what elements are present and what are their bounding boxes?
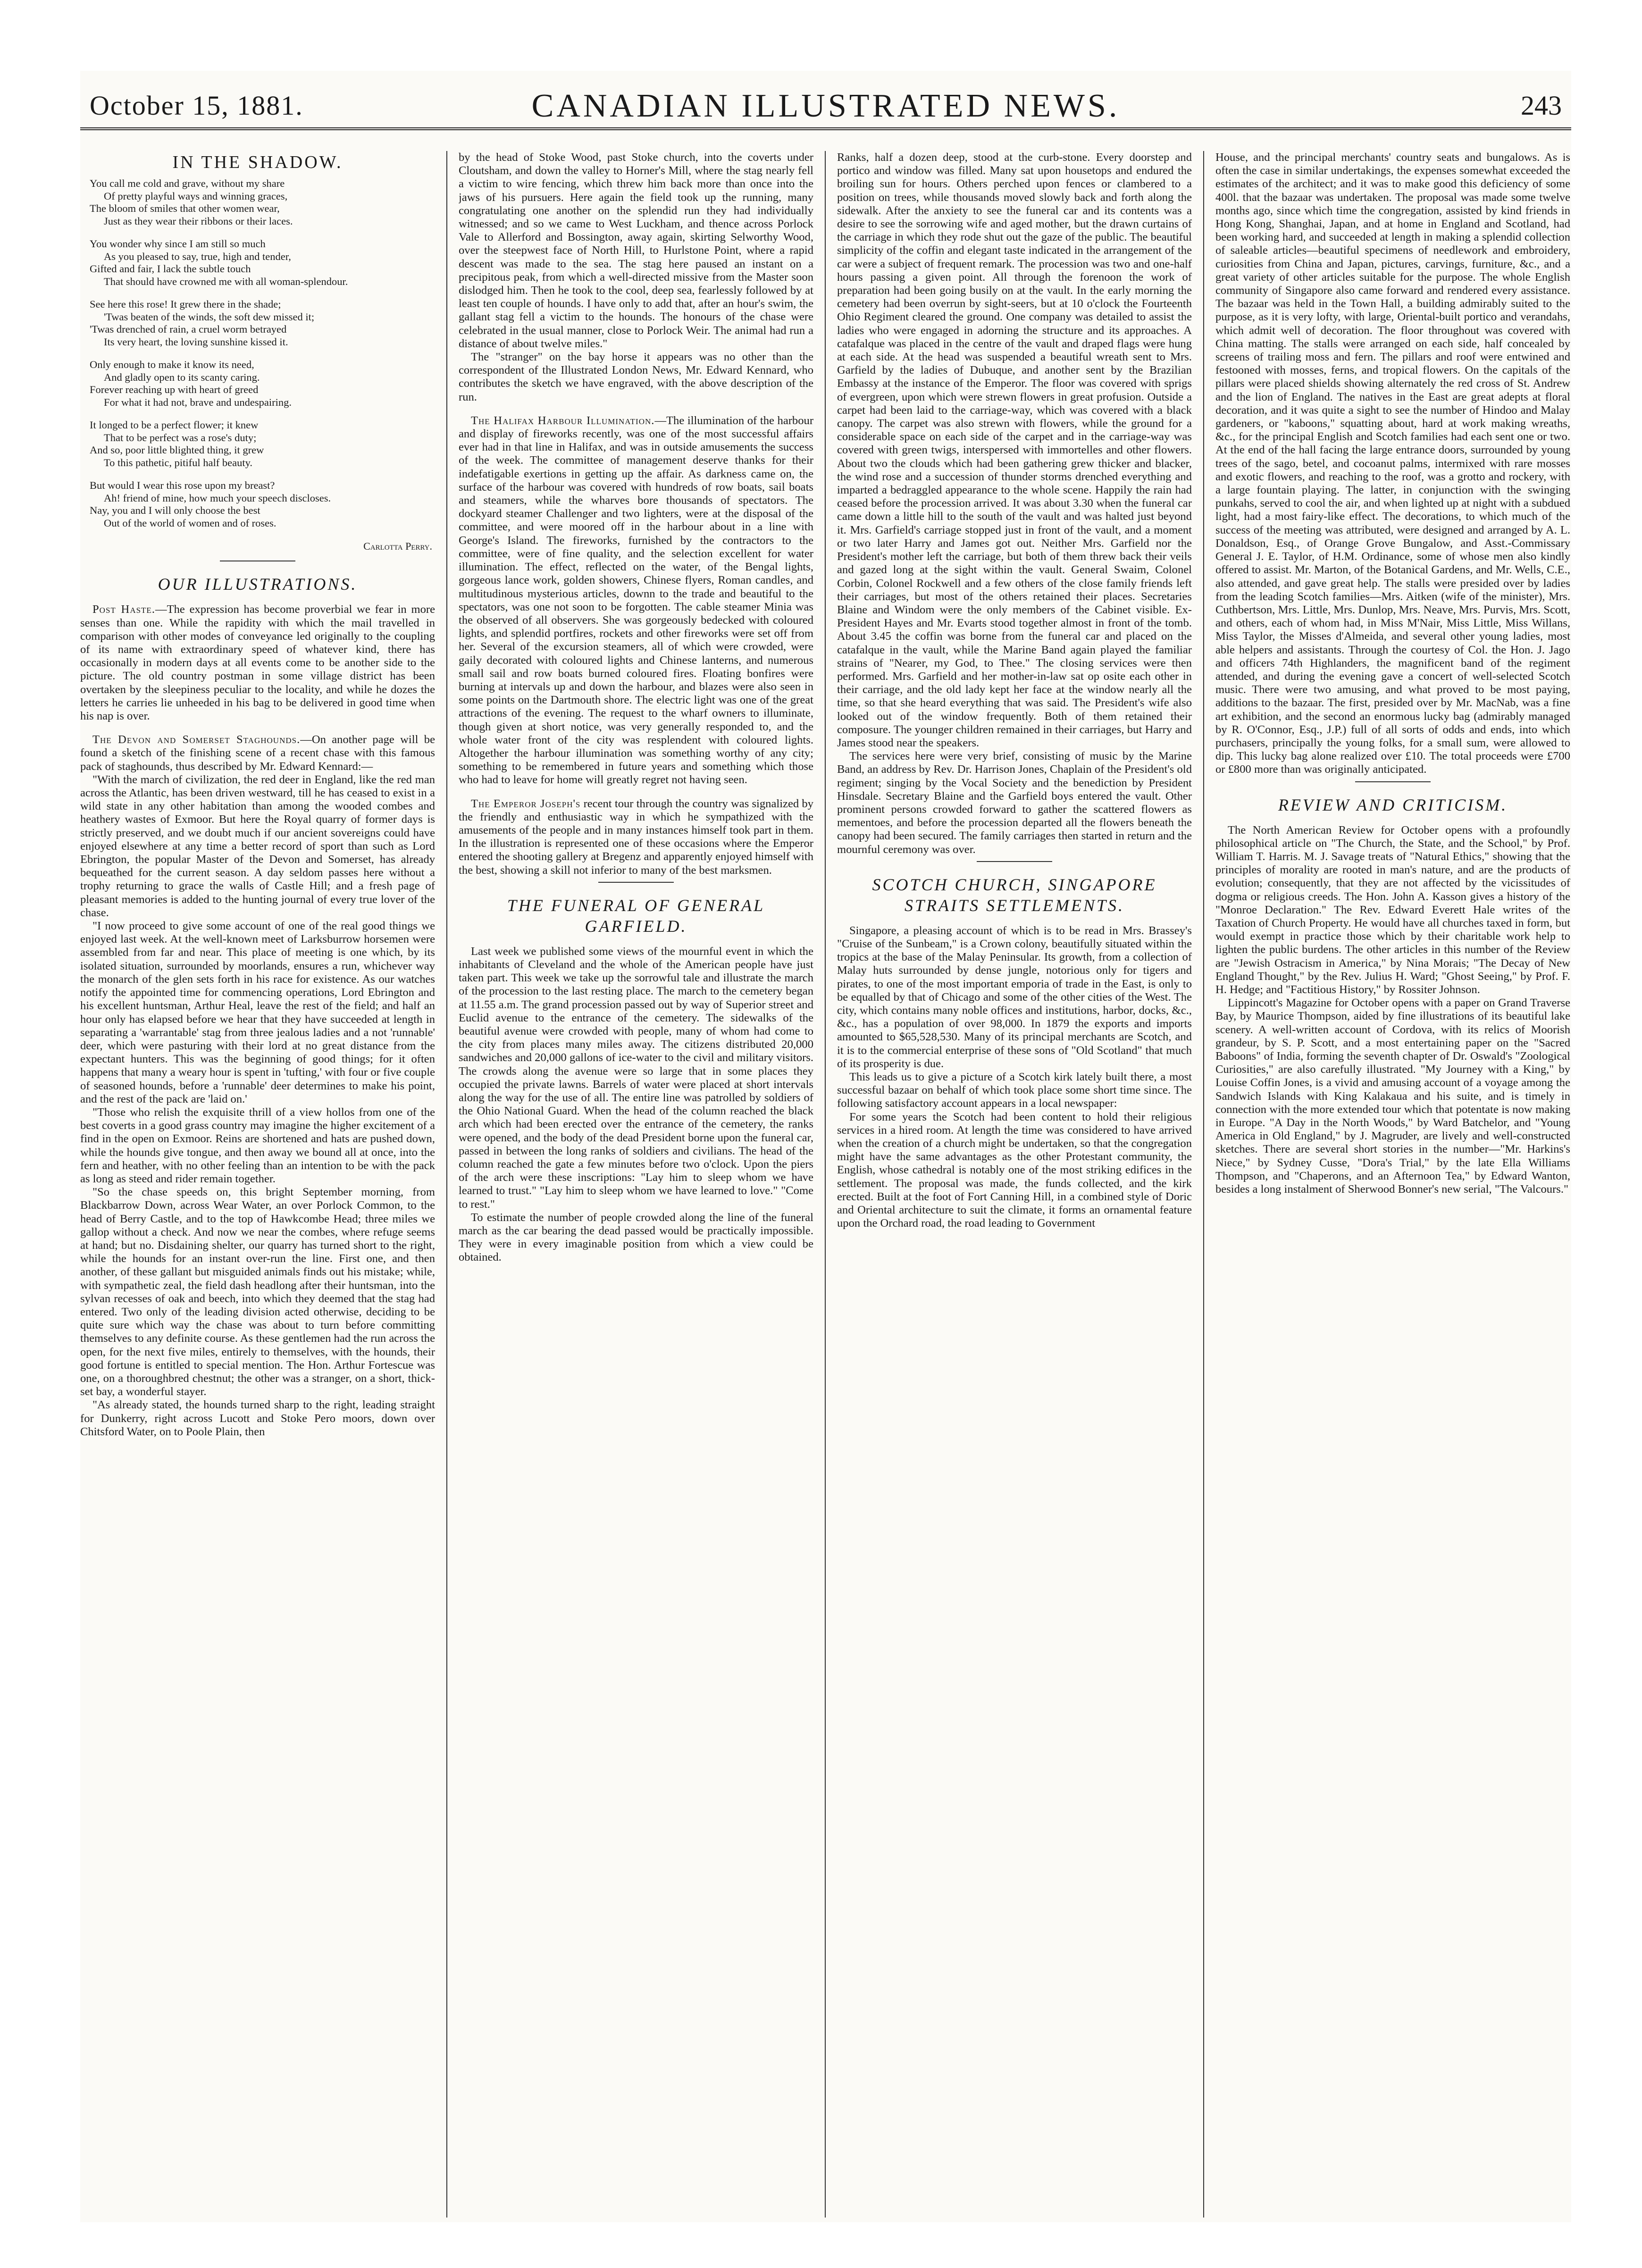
poem-stanza [90, 479, 435, 529]
paragraph-lead: Post Haste. [92, 603, 155, 616]
article-heading: SCOTCH CHURCH, SINGAPORE STRAITS SETTLEMENTS. [872, 875, 1157, 915]
section-heading: OUR ILLUSTRATIONS. [158, 575, 358, 594]
column-rule [825, 151, 826, 2218]
paragraph-body: —On another page will be found a sketch of the finishing scene of a recent chase with this famous pack of staghounds, thus described by Mr. Edward Kennard:— [80, 733, 435, 773]
article-paragraph: Lippincott's Magazine for October opens with a paper on Grand Traverse Bay, by Maurice Thompson, aided by fine illustrations of its beautiful lake scenery. A well-written account of Cordova, with its relics of Moorish grandeur, by S. P. Scott, and a most entertaining paper on the "Sacred Baboons" of India, forming the seventh chapter of Dr. Oswald's "Zoological Curiosities," are also carefully illustrated. "My Journey with a King," by Louise Coffin Jones, is a vivid and amusing account of a voyage among the Sandwich Islands with King Kalakaua and his suite, and is timely in connection with the more extended tour which that potentate is now making in Europe. "A Day in the North Woods," by Ward Batchelor, and "Young America in Old England," by J. Magruder, are lively and well-constructed sketches. There are several short stories in the number—"Mr. Harkins's Niece," by Sydney Cusse, "Dora's Trial," by the late Ella Williams Thompson, and "Chaperons, and an Afternoon Tea," by Edward Wanton, besides a long instalment of Sherwood Bonner's new serial, "The Valcours." [1215, 996, 1570, 1196]
column-3 [837, 151, 1192, 2218]
article-paragraph: Ranks, half a dozen deep, stood at the curb-stone. Every doorstep and portico and window was filled. Many sat upon housetops and endured the broiling sun for hours. Others perched upon fences or clambered to a position on trees, while thousands moved slowly back and forth along the sidewalk. After the anxiety to see the funeral car and its contents was a desire to see the sorrowing wife and aged mother, but the drawn curtains of the carriage in which they rode shut out the gaze of the public. The beautiful simplicity of the coffin and elegant taste indicated in the arrangement of the car were a subject of frequent remark. The procession was two and one-half hours passing a given point. All through the forenoon the work of preparation had been going busily on at the vault. In the early morning the cemetery had been overrun by sight-seers, but at 10 o'clock the Fourteenth Ohio Regiment cleared the ground. One company was detailed to assist the ladies who were engaged in adorning the structure and its approaches. A catafalque was placed in the centre of the vault and draped flags were hung at each side. At the head was suspended a beautiful wreath sent to Mrs. Garfield by the ladies of Dubuque, and another sent by the Brazilian Embassy at the instance of the Emperor. The floor was covered with sprigs of evergreen, upon which were strewn flowers in great profusion. Outside a carpet had been laid to the carriage-way, which was covered with a black canopy. The carpet was also strewn with flowers, while the ground for a considerable space on each side of the carpet and in the carriage-way was covered with green twigs, interspersed with immortelles and other flowers. About two the clouds which had been gathering grew thicker and blacker, the wind rose and a succession of thunder storms drenched everything and imparted a bedraggled appearance to the whole scene. Happily the rain had ceased before the procession arrived. It was about 3.30 when the funeral car came down a little hill to the south of the vault and was halted just beyond it. Mrs. Garfield's carriage stopped just in front of the vault, and a moment or two later Harry and James got out. Neither Mrs. Garfield nor the President's mother left the carriage, but both of them threw back their veils and gazed long at the sight within the vault. General Swaim, Colonel Corbin, Colonel Rockwell and a few others of the close family friends left their carriages, but most of the others retained their places. Secretaries Blaine and Windom were the only members of the Cabinet visible. Ex-President Hayes and Mr. Evarts stood together almost in front of the tomb. About 3.45 the coffin was borne from the funeral car and placed on the catafalque in the vault, while the Marine Band again played the familiar strains of "Nearer, my God, to Thee." The closing services were then performed. Mrs. Garfield and her mother-in-law sat op osite each other in their carriage, and the old lady kept her face at the window nearly all the time, so that she heard everything that was said. The President's wife also looked out of the window frequently. Both of them retained their composure. The younger children remained in their carriages, but Harry and James stood near the speakers. [837, 151, 1192, 749]
article-paragraph: For some years the Scotch had been content to hold their religious services in a hired room. At length the time was considered to have arrived when the creation of a church might be undertaken, so that the congregation might have the same advantages as the other Protestant community, the English, whose cathedral is notably one of the most striking edifices in the settlement. The proposal was made, the funds collected, and the kirk erected. Built at the foot of Fort Canning Hill, in a combined style of Doric and Oriental architecture to suit the climate, it forms an ornamental feature upon the Orchard road, the road leading to Government [837, 1110, 1192, 1230]
article-paragraph: To estimate the number of people crowded along the line of the funeral march as the car bearing the dead passed would be practically impossible. They were in every imaginable position from which a view could be obtained. [459, 1211, 813, 1264]
poem-line: See here this rose! It grew there in the shade; [90, 298, 281, 310]
paragraph-lead: The Emperor Joseph's [471, 797, 581, 810]
article-paragraph: House, and the principal merchants' country seats and bungalows. As is often the case in similar undertakings, the expenses somewhat exceeded the estimates of the architect; and it was to make good this deficiency of some 400l. that the bazaar was undertaken. The proposal was made some twelve months ago, since which time the congregation, assisted by kind friends in Hong Kong, Shanghai, Japan, and at home in England and Scotland, had been working hard, and succeeded at length in making a splendid collection of saleable articles—beautiful specimens of needlework and embroidery, curiosities from China and Japan, pictures, carvings, furniture, &c., and a great variety of other articles suitable for the purpose. The whole English community of Singapore also came forward and rendered every assistance. The bazaar was held in the Town Hall, a building admirably suited to the purpose, as it is very lofty, with large, Oriental-built portico and verandahs, which admit well of decoration. The floor throughout was covered with China matting. The stalls were arranged on each side, half concealed by screens of trailing moss and fern. The pillars and roof were entwined and festooned with mosses, ferns, and tropical flowers. On the capitals of the pillars were placed shields showing alternately the red cross of St. Andrew and the lion of England. The natives in the East are great adepts at floral decoration, and it was quite a sight to see the number of Hindoo and Malay gardeners, or "kaboons," squatting about, hard at work making wreaths, &c., for the principal English and Scotch families had each sent one or two. At the end of the hall facing the large entrance doors, surrounded by young trees of the sago, betel, and cocoanut palms, intermixed with rare mosses and exotic flowers, and reaching to the roof, was a grotto and rockery, with a large fountain playing. The latter, in conjunction with the swinging punkahs, served to cool the air, and when lighted up at night with a subdued light, had a most fairy-like effect. The decorations, to which much of the success of the meeting was attributed, were designed and arranged by A. L. Donaldson, Esq., of Orange Grove Bungalow, and Asst.-Commissary General J. E. Taylor, of H.M. Ordinance, some of whose men also kindly offered to assist. Mr. Marton, of the Botanical Gardens, and Mr. Wells, C.E., also attended, and gave great help. The stalls were presided over by ladies from the leading Scotch families—Mrs. Aitken (wife of the minister), Mrs. Cuthbertson, Mrs. Little, Mrs. Dunlop, Mrs. Neave, Mrs. Purvis, Mrs. Scott, and others, each of whom had, in Miss M'Nair, Miss Little, Miss Willans, Miss Taylor, the Misses d'Almeida, and several other young ladies, most able helpers and assistants. Through the courtesy of Col. the Hon. J. Jago and officers 74th Highlanders, the magnificent band of the regiment attended, and during the evening gave a concert of well-selected Scotch music. There were two amusing, and what proved to be most paying, additions to the bazaar. The first, presided over by Mr. MacNab, was a fine art exhibition, and the second an enormous lucky bag (admirably managed by R. O'Connor, Esq., J.P.) full of all sorts of odds and ends, into which purchasers, principally the young folks, for a small sum, were allowed to dip. This lucky bag alone realized over £10. The total proceeds were £700 or £800 more than was originally anticipated. [1215, 151, 1570, 776]
poem-title: IN THE SHADOW. [172, 152, 343, 172]
poem-line: Just as they wear their ribbons or their laces. [104, 215, 293, 227]
paragraph-body: recent tour through the country was signalized by the friendly and enthusiastic way in which he sympathized with the amusements of the people and in many instances himself took part in them. In the illustration is represented one of these occasions where the Emperor entered the shooting gallery at Bregenz and apparently enjoyed himself with the best, showing a skill not inferior to many of the best marksmen. [459, 797, 813, 877]
poem-line: And gladly open to its scanty caring. [104, 371, 260, 383]
poem-line: The bloom of smiles that other women wear, [90, 202, 280, 215]
poem-line: Ah! friend of mine, how much your speech discloses. [104, 492, 331, 504]
masthead [80, 71, 1571, 130]
paragraph-lead: The Devon and Somerset Staghounds. [92, 733, 301, 746]
poem-stanza [90, 238, 435, 288]
poem-line: You call me cold and grave, without my share [90, 177, 285, 190]
article-paragraph: The "stranger" on the bay horse it appears was no other than the correspondent of the Illustrated London News, Mr. Edward Kennard, who contributes the sketch we have engraved, with the above description of the run. [459, 351, 813, 403]
poem-line: 'Twas drenched of rain, a cruel worm betrayed [90, 323, 287, 335]
poem-line: You wonder why since I am still so much [90, 238, 266, 250]
poem-line: Out of the world of women and of roses. [104, 517, 276, 529]
article-paragraph: "With the march of civilization, the red deer in England, like the red man across the Atlantic, has been driven westward, till he has ceased to exist in a wild state in any other habitation than among the wooded combes and heathery wastes of Exmoor. But here the Royal quarry of former days is strictly preserved, and we doubt much if our ancient sovereigns could have enjoyed elsewhere at any time a better record of sport than such as Lord Ebrington, the popular Master of the Devon and Somerset, has already bequeathed for the current season. A day seldom passes here without a trophy returning to grace the walls of Castle Hill; and a fresh page of pleasant memories is added to the hunting journal of every true lover of the chase. [80, 773, 435, 919]
poem-line: To this pathetic, pitiful half beauty. [104, 456, 253, 469]
article-paragraph: "I now proceed to give some account of one of the real good things we enjoyed last week. At the well-known meet of Larksburrow horsemen were assembled from far and near. This place of meeting is one which, by its isolated situation, surrounded by moorlands, ensures a run, whichever way the monarch of the glen sets forth in his race for existence. As our watches notify the appointed time for commencing operations, Lord Ebrington and his excellent huntsman, Arthur Heal, leave the rest of the field; and half an hour only has elapsed before we hear that they have succeeded at length in separating a 'warrantable' stag from three jealous ladies and a not 'runnable' deer, which were pasturing with their lord at no great distance from the expectant hunters. This was the beginning of good things; for it often happens that many a weary hour is spent in 'tufting,' with four or five couple of seasoned hounds, before a 'runnable' deer determines to make his point, and the rest of the pack are 'laid on.' [80, 920, 435, 1105]
column-2 [459, 151, 813, 2218]
newspaper-page [80, 71, 1571, 2222]
column-1 [80, 151, 435, 2218]
poem-line: 'Twas beaten of the winds, the soft dew missed it; [104, 310, 315, 323]
poem-line: That should have crowned me with all woman-splendour. [104, 275, 348, 287]
poem [90, 177, 435, 529]
article-paragraph: "Those who relish the exquisite thrill of a view hollos from one of the best coverts in a good grass country may imagine the higher excitement of a find in the open on Exmoor. Reins are shortened and hats are pushed down, while the hounds give tongue, and then away we bound all at once, into the fern and heather, with no other feeling than an intention to be with the pack as long as steed and rider remain together. [80, 1105, 435, 1185]
column-4 [1215, 151, 1570, 2218]
poem-line: For what it had not, brave and undespairing. [104, 396, 292, 408]
poem-author: Carlotta Perry. [363, 540, 432, 552]
article-paragraph: by the head of Stoke Wood, past Stoke church, into the coverts under Cloutsham, and down the valley to Horner's Mill, where the stag nearly fell a victim to wire fencing, which threw him back more than once into the jaws of his pursuers. Here again the field took up the running, many congratulating one another on the splendid run they had individually witnessed; and so we came to West Luckham, and thence across Porlock Vale to Allerford and Bossington, away again, skirting Selworthy Wood, over the steepwest face of North Hill, to Hurlstone Point, where a rapid descent was made to the sea. The stag here paused an instant on a precipitous peak, from which a well-directed missive from the Master soon dislodged him. Then he took to the cool, deep sea, fearlessly followed by at least ten couple of hounds. I have only to add that, after an hour's swim, the gallant stag fell a victim to the hounds. The honours of the chase were celebrated in the usual manner, close to Porlock Weir. The animal had run a distance of about twelve miles." [459, 151, 813, 350]
poem-stanza [90, 419, 435, 469]
article-paragraph: Singapore, a pleasing account of which is to be read in Mrs. Brassey's "Cruise of the Sunbeam," is a Crown colony, beautifully situated within the tropics at the base of the Malay Peninsular. Its growth, from a collection of Malay huts surrounded by dense jungle, notorious only for tigers and pirates, to one of the most important emporia of trade in the East, is only to be equalled by that of Chicago and some of the other cities of the West. The city, which contains many noble offices and institutions, harbor, docks, &c., &c., has a population of over 98,000. In 1879 the exports and imports amounted to $65,528,530. Many of its principal merchants are Scotch, and it is to the commercial enterprise of these sons of "Old Scotland" that much of its prosperity is due. [837, 924, 1192, 1070]
article-heading: REVIEW AND CRITICISM. [1278, 795, 1508, 814]
poem-stanza [90, 177, 435, 227]
article-paragraph [80, 603, 435, 723]
section-divider [598, 882, 674, 883]
poem-stanza [90, 359, 435, 409]
poem-line: Its very heart, the loving sunshine kissed it. [104, 335, 288, 348]
poem-line: Forever reaching up with heart of greed [90, 384, 259, 396]
article-paragraph: "So the chase speeds on, this bright September morning, from Blackbarrow Down, across Wear Water, an over Porlock Common, to the head of Berry Castle, and to the top of Hawkcombe Head; three miles we gallop without a check. And now we near the combes, where refuge seems at hand; but no. Disdaining shelter, our quarry has turned short to the right, while the hounds for an instant over-run the line. First one, and then another, of these gallant but misguided animals finds out his mistake; while, with sympathetic zeal, the field dash headlong after their huntsman, into the sylvan recesses of oak and beech, into which they deemed that the stag had entered. Two only of the leading division acted otherwise, deciding to be quite sure which way the chase was about to turn before committing themselves to any definite course. As these gentlemen had the run across the open, for the next five miles, entirely to themselves, with the hounds, their good fortune is entitled to special mention. The Hon. Arthur Fortescue was one, on a thoroughbred chestnut; the other was a stranger, on a short, thick-set bay, a wonderful stayer. [80, 1186, 435, 1398]
article-paragraph [459, 414, 813, 787]
column-rule [446, 151, 447, 2218]
article-heading: THE FUNERAL OF GENERAL GARFIELD. [507, 895, 765, 936]
poem-line: But would I wear this rose upon my breast? [90, 479, 275, 492]
section-divider [977, 861, 1052, 862]
poem-line: It longed to be a perfect flower; it knew [90, 419, 259, 431]
poem-line: And so, poor little blighted thing, it grew [90, 444, 264, 456]
paragraph-lead: The Halifax Harbour Illumination. [471, 414, 655, 427]
newspaper-title: CANADIAN ILLUSTRATED NEWS. [531, 88, 1120, 124]
article-paragraph: "As already stated, the hounds turned sharp to the right, leading straight for Dunkerry, right across Lucott and Stoke Pero moors, down over Chitsford Water, on to Poole Plain, then [80, 1398, 435, 1438]
poem-stanza [90, 298, 435, 348]
issue-date: October 15, 1881. [90, 90, 303, 121]
article-paragraph [459, 797, 813, 877]
poem-line: Only enough to make it know its need, [90, 359, 254, 371]
poem-line: As you pleased to say, true, high and tender, [104, 250, 291, 262]
article-paragraph: The North American Review for October opens with a profoundly philosophical article on "The Church, the State, and the School," by Prof. William T. Harris. M. J. Savage treats of "Natural Ethics," showing that the principles of morality are rooted in man's nature, and are the products of evolution; consequently, that they are not affected by the vicissitudes of dogma or religious creeds. The Hon. John A. Kasson gives a history of the "Monroe Declaration." The Rev. Edward Everett Hale writes of the Taxation of Church Property. He would have all churches taxed in form, but would exempt in practice those which by their charitable work help to lighten the public burdens. The other articles in this number of the Review are "Jewish Ostracism in America," by Nina Morais; "The Decay of New England Thought," by the Rev. Julius H. Ward; "Ghost Seeing," by Prof. F. H. Hedge; and "Factitious History," by Rossiter Johnson. [1215, 823, 1570, 996]
poem-line: Gifted and fair, I lack the subtle touch [90, 263, 251, 275]
poem-line: Nay, you and I will only choose the best [90, 504, 260, 517]
page-number: 243 [1521, 90, 1562, 121]
section-divider [1355, 781, 1431, 782]
article-paragraph: The services here were very brief, consisting of music by the Marine Band, an address by Rev. Dr. Harrison Jones, Chaplain of the President's old regiment; singing by the Vocal Society and the benediction by President Hinsdale. Secretary Blaine and the Garfield boys entered the vault. Other prominent persons crowded forward to gather the scattered flowers as mementoes, and before the procession departed all the flowers beneath the canopy had been secured. The family carriages then started in return and the mournful ceremony was over. [837, 750, 1192, 856]
article-paragraph: This leads us to give a picture of a Scotch kirk lately built there, a most successful bazaar on behalf of which took place some short time since. The following satisfactory account appears in a local newspaper: [837, 1071, 1192, 1110]
article-paragraph: Last week we published some views of the mournful event in which the inhabitants of Cleveland and the whole of the American people have just taken part. This week we take up the sorrowful tale and illustrate the march of the procession to the last resting place. The march to the cemetery began at 11.55 a.m. The grand procession passed out by way of Superior street and Euclid avenue to the entrance of the cemetery. The sidewalks of the beautiful avenue were crowded with people, many of whom had come to the city from places many miles away. The citizens distributed 20,000 sandwiches and 20,000 gallons of ice-water to the civil and military visitors. The crowds along the avenue were so large that in some places they occupied the private lawns. Barrels of water were placed at short intervals along the way for the use of all. The entire line was patrolled by soldiers of the Ohio National Guard. When the head of the column reached the black arch which had been erected over the entrance of the cemetery, the ranks were opened, and the body of the dead President borne upon the funeral car, passed in between the long ranks of soldiers and civilians. The head of the column reached the gate a few minutes before two o'clock. Upon the piers of the arch were these inscriptions: "Lay him to sleep whom we have learned to trust." "Lay him to sleep whom we have learned to love." "Come to rest." [459, 945, 813, 1211]
column-rule [1203, 151, 1204, 2218]
poem-line: That to be perfect was a rose's duty; [104, 431, 257, 444]
article-paragraph [80, 733, 435, 773]
poem-line: Of pretty playful ways and winning graces, [104, 190, 288, 202]
paragraph-body: —The illumination of the harbour and display of fireworks recently, was one of the most successful affairs ever had in that line in Halifax, and was in outside amusements the success of the week. The committee of management deserve thanks for their indefatigable exertions in getting up the affair. As darkness came on, the surface of the harbour was covered with hundreds of row boats, sail boats and steamers, while the wharves bore thousands of spectators. The dockyard steamer Challenger and two lighters, were at the disposal of the committee, and were moored off in the harbour about in a line with George's Island. The fireworks, furnished by the contractors to the committee, were of fine quality, and the selection excellent for water illumination. The effect, reflected on the water, of the Bengal lights, gorgeous lance work, golden showers, Chinese flyers, Roman candles, and multitudinous mysterious articles, downn to the trade and beautiful to the spectators, was one not soon to be forgotten. The cable steamer Minia was the observed of all observers. She was gorgeously bedecked with coloured lights, and splendid portfires, rockets and other fireworks were set off from her. Several of the excursion steamers, all of which were crowded, were gaily decorated with coloured lights and Chinese lanterns, and numerous small sail and row boats burned coloured fires. Floating bonfires were burning at intervals up and down the harbour, and blazes were also seen in some points on the Dartmouth shore. The electric light was one of the great attractions of the evening. The request to the wharf owners to illuminate, though given at short notice, was very generally responded to, and the whole water front of the city was resplendent with coloured lights. Altogether the harbour illumination was something worthy of any city; something to be remembered in future years and something which those who had to leave for home will greatly regret not having seen. [459, 414, 813, 787]
paragraph-body: —The expression has become proverbial we fear in more senses than one. While the rapidity with which the mail travelled in comparison with other modes of conveyance led originally to the coupling of its name with extraordinary speed of whatever kind, there has occasionally in modern days at all events come to be another side to the picture. The old country postman in some village district has been overtaken by the sleepiness peculiar to the locality, and while he dozes the letters he carries lie unheeded in his bag to be delivered in good time when his nap is over. [80, 603, 435, 723]
